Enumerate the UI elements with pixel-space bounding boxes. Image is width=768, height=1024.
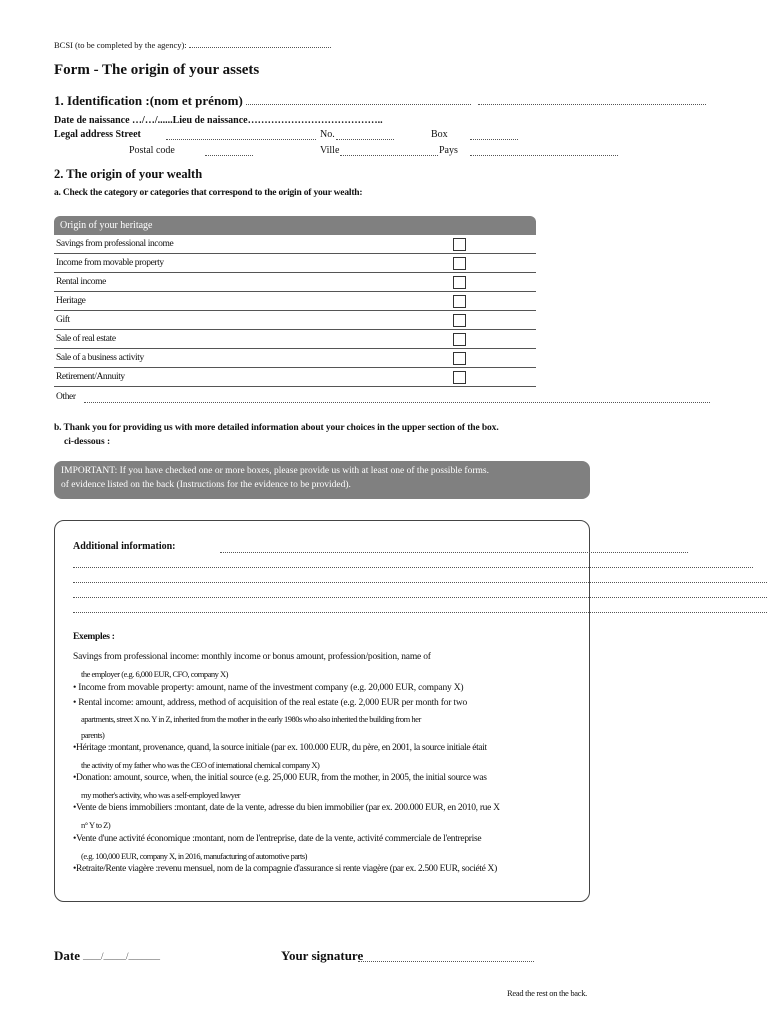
example-line: •Donation: amount, source, when, the initial source (e.g. 25,000 EUR, from the mother, in 2005, the initial source was: [73, 773, 487, 783]
checkbox-heritage[interactable]: [453, 295, 466, 308]
table-row: [54, 254, 536, 273]
identification-heading: 1. Identification :(nom et prénom): [54, 93, 243, 108]
example-line: •Héritage :montant, provenance, quand, la source initiale (par ex. 100.000 EUR, du père, en 2001, la source initiale était: [73, 743, 487, 753]
checkbox-rental-income[interactable]: [453, 276, 466, 289]
dob-line: Date de naissance …/…/......Lieu de naissance…………………………………..: [54, 115, 383, 126]
bcsi-line: [54, 38, 331, 50]
street-label: Legal address Street: [54, 129, 141, 140]
example-line: the activity of my father who was the CEO of international chemical company X): [81, 760, 320, 770]
additional-info-field-3[interactable]: [73, 573, 767, 583]
sub-b-instructions-2: ci-dessous :: [64, 437, 111, 447]
sub-b-instructions: b. Thank you for providing us with more detailed information about your choices in the upper section of the box.: [54, 423, 499, 433]
row-label: Sale of real estate: [56, 334, 116, 344]
examples-label: Exemples :: [73, 632, 115, 642]
row-label: Gift: [56, 315, 70, 325]
row-label: Income from movable property: [56, 258, 164, 268]
example-line: •Retraite/Rente viagère :revenu mensuel, nom de la compagnie d'assurance si rente viagère (par ex. 2.500 EUR, société X): [73, 864, 497, 874]
identification-line: [54, 93, 706, 109]
row-label: Sale of a business activity: [56, 353, 144, 363]
checkbox-gift[interactable]: [453, 314, 466, 327]
example-line: apartments, street X no. Y in Z, inherited from the mother in the early 1980s who also inherited the building from her: [81, 714, 421, 724]
name-field-2[interactable]: [478, 95, 706, 105]
checkbox-sale-business[interactable]: [453, 352, 466, 365]
example-line: • Rental income: amount, address, method of acquisition of the real estate (e.g. 2,000 EUR per month for two: [73, 698, 468, 708]
country-field[interactable]: [470, 146, 618, 156]
important-line-2: of evidence listed on the back (Instructions for the evidence to be provided).: [61, 480, 351, 490]
origin-heading: 2. The origin of your wealth: [54, 167, 203, 181]
checkbox-sale-real-estate[interactable]: [453, 333, 466, 346]
checkbox-retirement[interactable]: [453, 371, 466, 384]
city-field[interactable]: [340, 146, 438, 156]
table-header: Origin of your heritage: [54, 216, 536, 235]
date-field[interactable]: ____/_____/_______: [83, 951, 161, 961]
example-line: (e.g. 100,000 EUR, company X, in 2016, manufacturing of automotive parts): [81, 851, 307, 861]
bcsi-label: BCSI (to be completed by the agency):: [54, 40, 187, 50]
read-rest-note: Read the rest on the back.: [507, 988, 588, 998]
postal-code-label: Postal code: [129, 145, 175, 156]
postal-code-field[interactable]: [205, 146, 253, 156]
example-line: •Vente de biens immobiliers :montant, date de la vente, adresse du bien immobilier (par ex. 200.000 EUR, en 2010, rue X: [73, 803, 500, 813]
date-label: Date: [54, 948, 80, 963]
sub-a-instructions: a. Check the category or categories that correspond to the origin of your wealth:: [54, 188, 363, 198]
number-field[interactable]: [336, 130, 394, 140]
checkbox-movable-property[interactable]: [453, 257, 466, 270]
box-field[interactable]: [470, 130, 518, 140]
additional-info-field-4[interactable]: [73, 588, 767, 598]
additional-info-field-5[interactable]: [73, 603, 767, 613]
important-notice: [54, 461, 590, 499]
example-line: parents): [81, 730, 105, 740]
table-row: [54, 349, 536, 368]
example-line: Savings from professional income: monthly income or bonus amount, profession/position, name of: [73, 652, 431, 662]
additional-info-label: Additional information:: [73, 541, 176, 552]
other-label: Other: [56, 392, 76, 402]
row-label: Retirement/Annuity: [56, 372, 125, 382]
other-field[interactable]: [84, 393, 710, 403]
example-line: the employer (e.g. 6,000 EUR, CFO, company X): [81, 669, 228, 679]
city-label: Ville: [320, 145, 340, 156]
example-line: • Income from movable property: amount, name of the investment company (e.g. 20,000 EUR, company X): [73, 683, 464, 693]
table-row: [54, 273, 536, 292]
row-label: Savings from professional income: [56, 239, 174, 249]
name-field[interactable]: [246, 95, 471, 105]
additional-info-field-2[interactable]: [73, 558, 753, 568]
example-line: •Vente d'une activité économique :montant, nom de l'entreprise, date de la vente, activité commerciale de l'entreprise: [73, 834, 482, 844]
signature-field[interactable]: [358, 952, 534, 962]
street-field[interactable]: [166, 130, 316, 140]
table-row: [54, 311, 536, 330]
table-row: [54, 292, 536, 311]
additional-info-field-1[interactable]: [220, 543, 688, 553]
important-line-1: IMPORTANT: If you have checked one or more boxes, please provide us with at least one of the possible forms.: [61, 466, 489, 476]
checkbox-savings[interactable]: [453, 238, 466, 251]
number-label: No.: [320, 129, 335, 140]
country-label: Pays: [439, 145, 458, 156]
heritage-table: [54, 216, 536, 387]
table-row: [54, 368, 536, 387]
page-title: Form - The origin of your assets: [54, 62, 260, 78]
box-label: Box: [431, 129, 448, 140]
table-row: [54, 330, 536, 349]
bcsi-field[interactable]: [189, 38, 331, 48]
example-line: my mother's activity, who was a self-employed lawyer: [81, 790, 241, 800]
example-line: n° Y to Z): [81, 820, 111, 830]
table-row: [54, 235, 536, 254]
signature-label: Your signature: [281, 948, 364, 963]
row-label: Heritage: [56, 296, 86, 306]
row-label: Rental income: [56, 277, 106, 287]
